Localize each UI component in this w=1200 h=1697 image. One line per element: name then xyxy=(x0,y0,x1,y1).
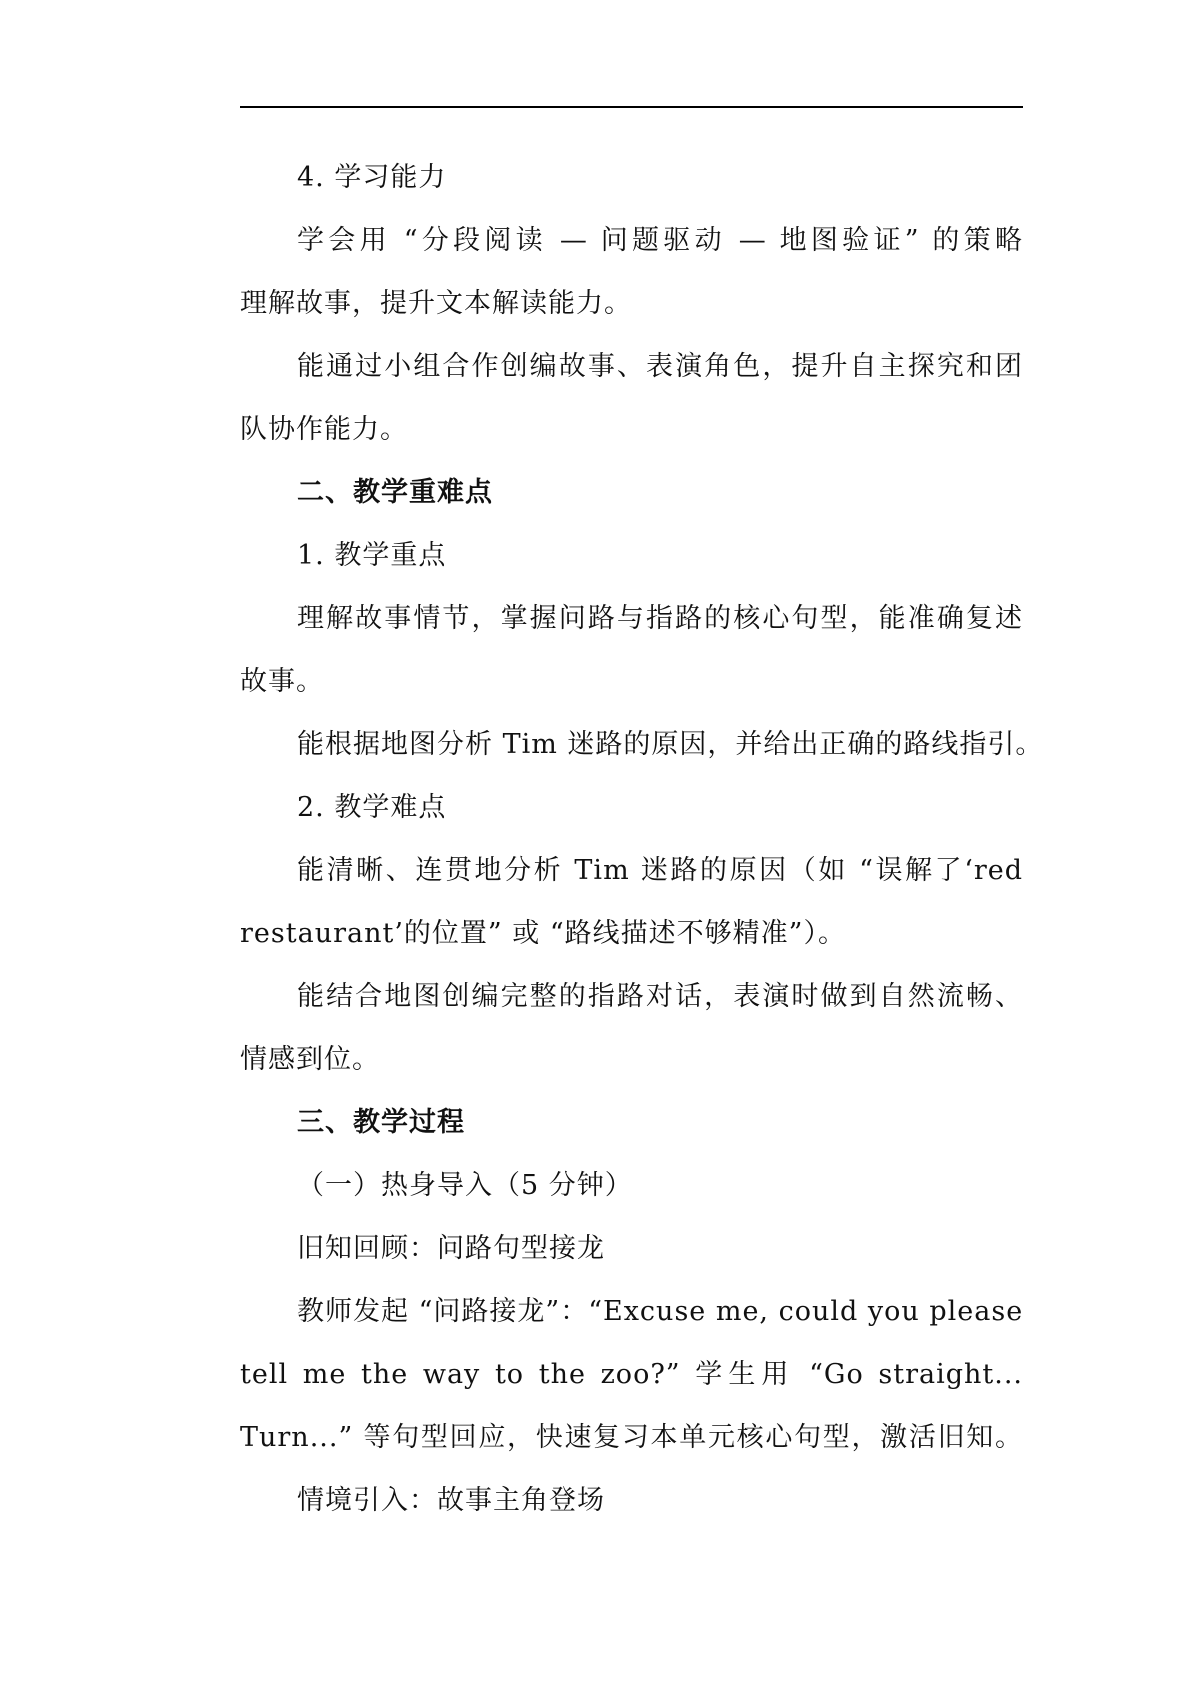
paragraph-line: 理解故事情节，掌握问路与指路的核心句型，能准确复述 xyxy=(297,603,1023,634)
paragraph-line: 理解故事，提升文本解读能力。 xyxy=(240,288,632,319)
paragraph-line: 情境引入：故事主角登场 xyxy=(297,1485,605,1516)
section-heading-teaching-process: 三、教学过程 xyxy=(297,1107,465,1138)
paragraph-line: 能结合地图创编完整的指路对话，表演时做到自然流畅、 xyxy=(297,981,1023,1012)
paragraph-line: 旧知回顾：问路句型接龙 xyxy=(297,1233,605,1264)
subheading-difficult-point: 2. 教学难点 xyxy=(297,792,447,823)
paragraph-line: 队协作能力。 xyxy=(240,414,408,445)
paragraph-line: tell me the way to the zoo?” 学生用 “Go straight... xyxy=(240,1359,1023,1390)
subheading-key-point: 1. 教学重点 xyxy=(297,540,447,571)
paragraph-line: 情感到位。 xyxy=(240,1044,380,1075)
paragraph-line: 能清晰、连贯地分析 Tim 迷路的原因（如 “误解了‘red xyxy=(297,855,1023,886)
paragraph-line: restaurant’的位置” 或 “路线描述不够精准”）。 xyxy=(240,918,846,949)
subheading-warm-up: （一）热身导入（5 分钟） xyxy=(297,1170,633,1201)
paragraph-line: 能通过小组合作创编故事、表演角色，提升自主探究和团 xyxy=(297,351,1023,382)
paragraph-line: 故事。 xyxy=(240,666,324,697)
paragraph-line: 学会用 “分段阅读 — 问题驱动 — 地图验证” 的策略 xyxy=(297,225,1023,256)
subheading-learning-ability: 4. 学习能力 xyxy=(297,162,447,193)
paragraph-line: Turn...” 等句型回应，快速复习本单元核心句型，激活旧知。 xyxy=(240,1422,1023,1453)
paragraph-line: 能根据地图分析 Tim 迷路的原因，并给出正确的路线指引。 xyxy=(297,729,1044,760)
paragraph-line: 教师发起 “问路接龙”：“Excuse me, could you please xyxy=(297,1296,1024,1327)
header-rule xyxy=(240,106,1023,108)
section-heading-key-points: 二、教学重难点 xyxy=(297,477,493,508)
